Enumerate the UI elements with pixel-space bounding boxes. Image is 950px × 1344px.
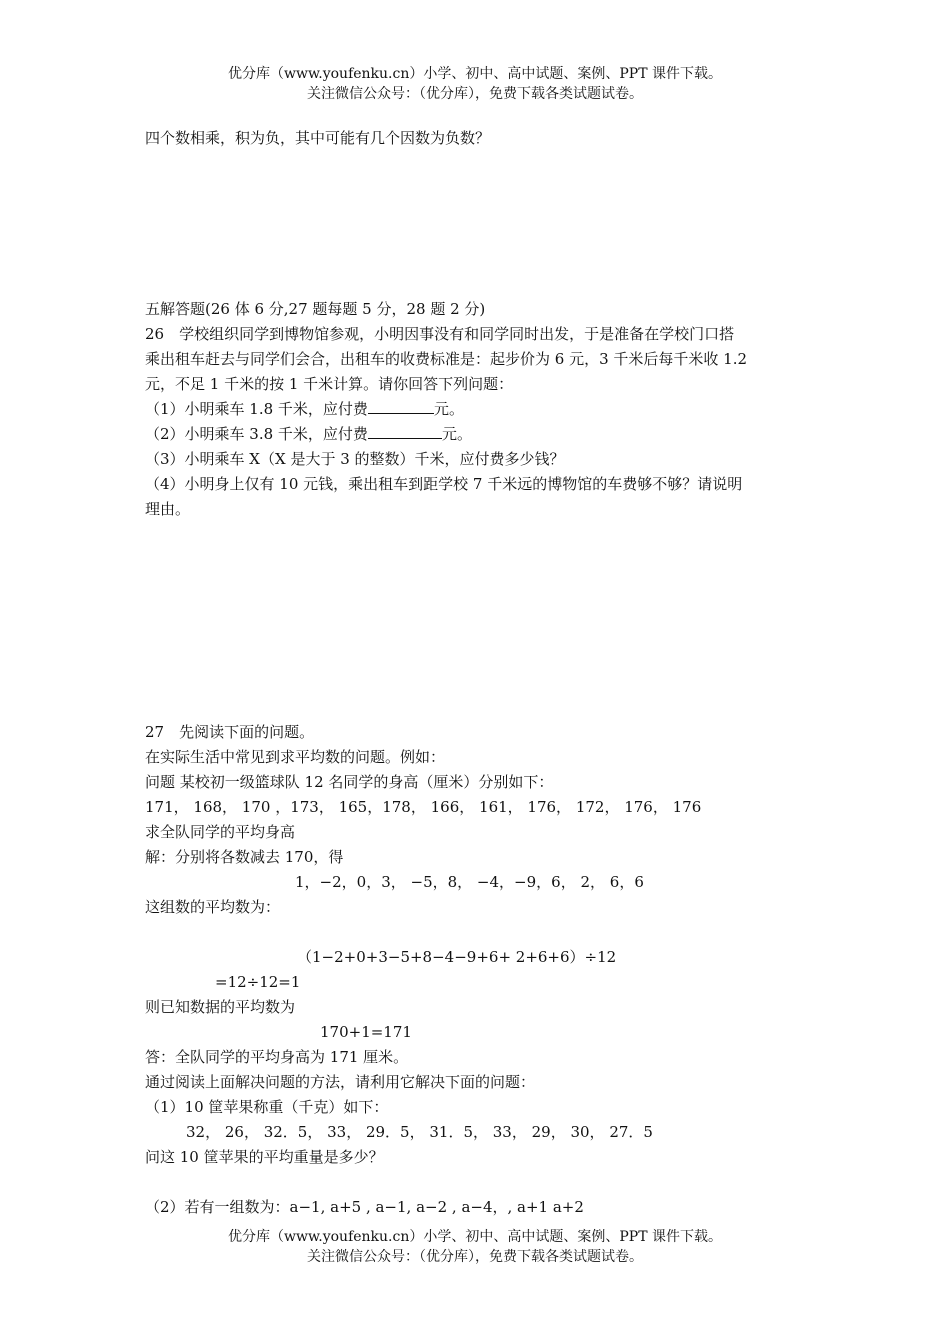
q26-line-3: 元，不足 1 千米的按 1 千米计算。请你回答下列问题： xyxy=(145,375,514,393)
header-line-1: 优分库（www.youfenku.cn）小学、初中、高中试题、案例、PPT 课件下载。 xyxy=(227,66,722,82)
q27-part-1-question: 问这 10 筐苹果的平均重量是多少？ xyxy=(145,1148,384,1166)
q27-part-2: （2）若有一组数为：a−1, a+5 , a−1, a−2 , a−4，, a+1 a+2 xyxy=(145,1198,584,1216)
question-25: 四个数相乘，积为负，其中可能有几个因数为负数？ xyxy=(145,129,491,147)
answer-blank[interactable] xyxy=(368,399,434,414)
header-line-2: 关注微信公众号：（优分库），免费下载各类试题试卷。 xyxy=(307,86,643,102)
q27-intro: 27 先阅读下面的问题。 xyxy=(145,723,315,741)
q26-part-3: （3）小明乘车 X（X 是大于 3 的整数）千米，应付费多少钱？ xyxy=(145,450,565,468)
q26-part-4-line-2: 理由。 xyxy=(145,500,191,518)
q27-answer: 答：全队同学的平均身高为 171 厘米。 xyxy=(145,1048,409,1066)
q27-part-1: （1）10 筐苹果称重（千克）如下： xyxy=(145,1098,389,1116)
q26-part-1-unit: 元。 xyxy=(433,400,464,418)
answer-blank[interactable] xyxy=(368,424,442,439)
q26-line-2: 乘出租车赶去与同学们会合，出租车的收费标准是：起步价为 6 元，3 千米后每千米收 1.2 xyxy=(145,350,748,368)
q27-line-7: 通过阅读上面解决问题的方法，请利用它解决下面的问题： xyxy=(145,1073,536,1091)
q26-part-1-text: （1）小明乘车 1.8 千米，应付费 xyxy=(145,400,368,418)
q27-heights: 171， 168， 170 ，173， 165，178， 166， 161， 176， 172， 176， 176 xyxy=(145,798,702,816)
section-5-title: 五解答题(26 体 6 分,27 题每题 5 分，28 题 2 分) xyxy=(145,300,486,318)
q27-line-4: 解：分别将各数减去 170，得 xyxy=(145,848,344,866)
q27-line-3: 求全队同学的平均身高 xyxy=(145,823,296,841)
q26-part-1 xyxy=(145,399,464,419)
q26-part-2-text: （2）小明乘车 3.8 千米，应付费 xyxy=(145,425,368,443)
q26-part-4-line-1: （4）小明身上仅有 10 元钱，乘出租车到距学校 7 千米远的博物馆的车费够不够？请说明 xyxy=(145,475,743,493)
q26-line-1: 26 学校组织同学到博物馆参观，小明因事没有和同学同时出发，于是准备在学校门口搭 xyxy=(145,325,735,343)
q27-calculation-1: （1−2+0+3−5+8−4−9+6+ 2+6+6）÷12 xyxy=(297,948,617,966)
q27-differences: 1，−2，0，3， −5，8， −4，−9，6， 2， 6，6 xyxy=(295,873,644,891)
q27-line-2: 问题 某校初一级篮球队 12 名同学的身高（厘米）分别如下： xyxy=(145,773,554,791)
footer-line-2: 关注微信公众号：（优分库），免费下载各类试题试卷。 xyxy=(307,1249,643,1265)
q26-part-2-unit: 元。 xyxy=(441,425,472,443)
q27-line-1: 在实际生活中常见到求平均数的问题。例如： xyxy=(145,748,446,766)
footer-line-1: 优分库（www.youfenku.cn）小学、初中、高中试题、案例、PPT 课件下载。 xyxy=(227,1229,722,1245)
q27-apple-weights: 32， 26， 32．5， 33， 29．5， 31．5， 33， 29， 30， 27．5 xyxy=(186,1123,653,1141)
q27-line-6: 则已知数据的平均数为 xyxy=(145,998,296,1016)
q27-calculation-3: 170+1=171 xyxy=(320,1023,412,1041)
q26-part-2 xyxy=(145,424,472,444)
q27-line-5: 这组数的平均数为： xyxy=(145,898,281,916)
q27-calculation-2: =12÷12=1 xyxy=(215,973,301,991)
